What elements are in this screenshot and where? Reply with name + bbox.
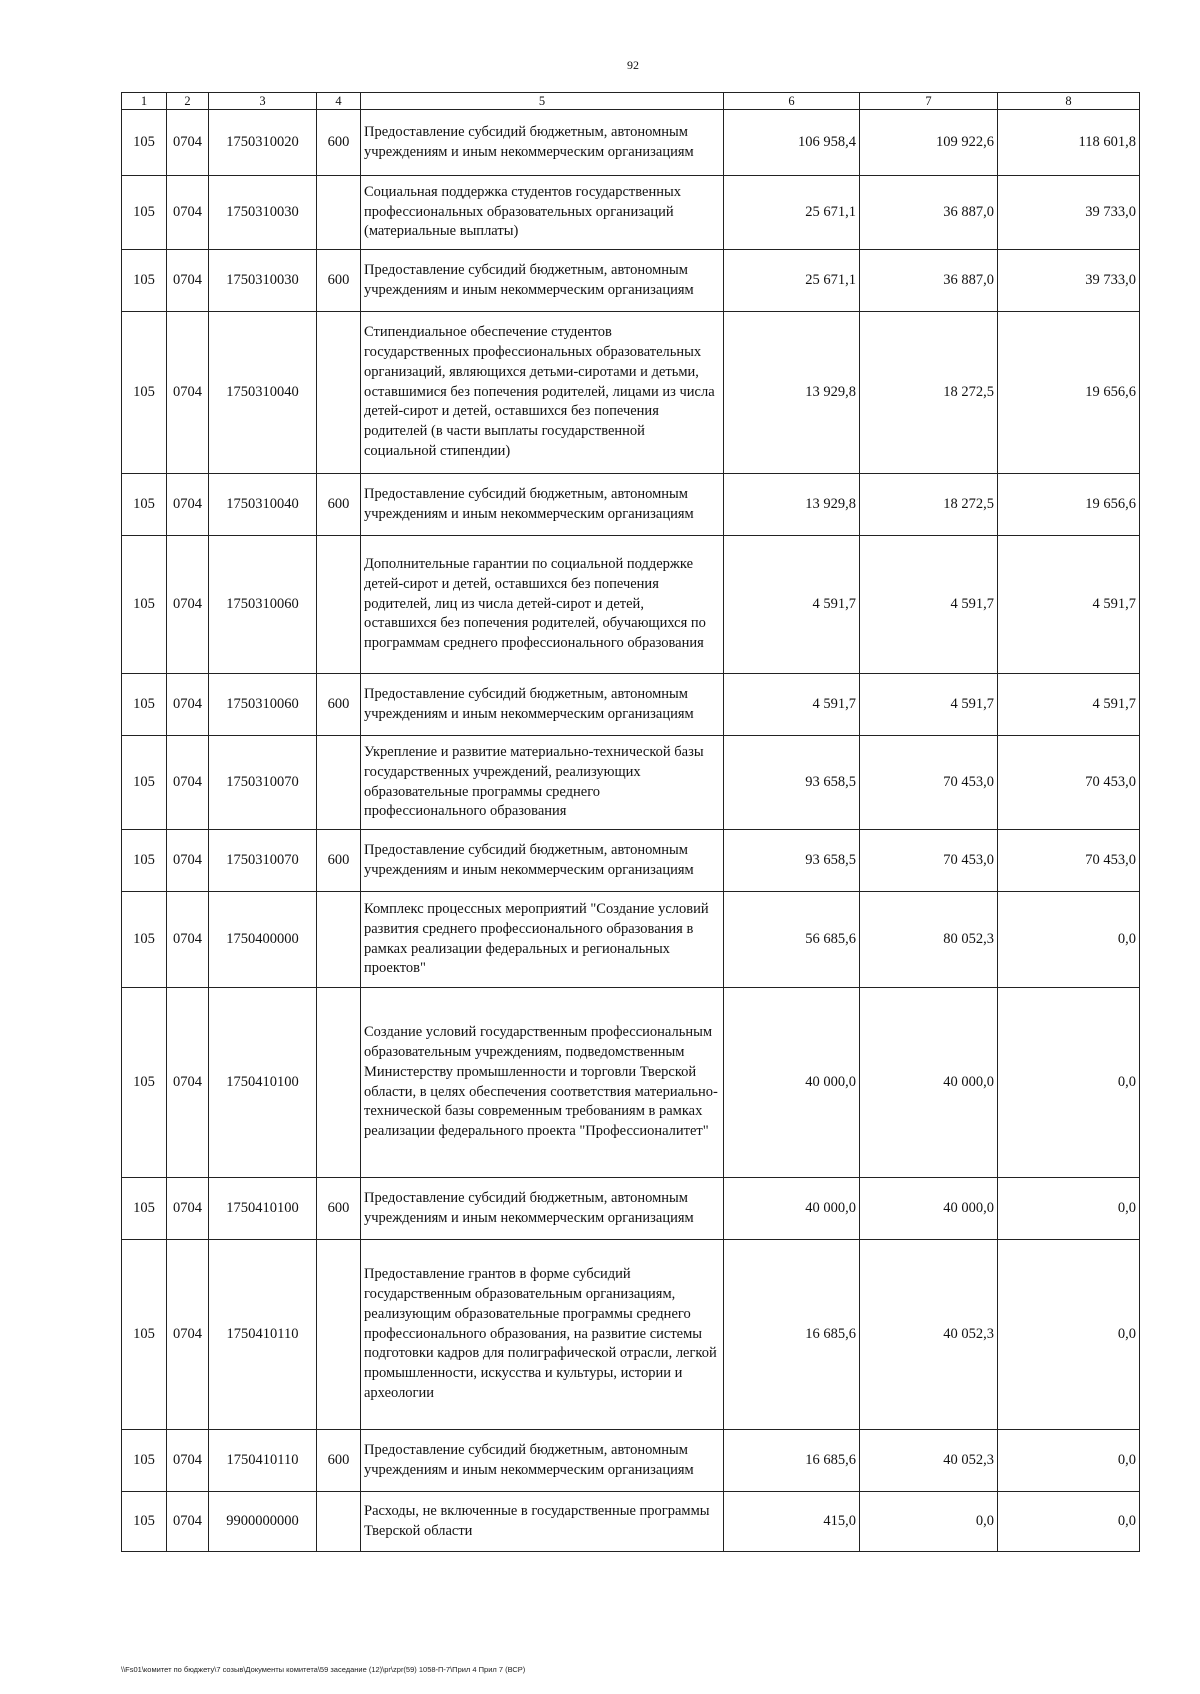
amount-year1-cell: 13 929,8 <box>724 312 860 474</box>
amount-year1-cell: 16 685,6 <box>724 1430 860 1492</box>
table-row <box>122 176 1140 250</box>
expense-type-cell: 600 <box>317 830 361 892</box>
target-article-cell: 9900000000 <box>209 1492 317 1552</box>
table-row <box>122 474 1140 536</box>
section-code-cell: 0704 <box>167 1240 209 1430</box>
column-header: 4 <box>317 93 361 110</box>
column-header: 8 <box>998 93 1140 110</box>
expense-type-cell <box>317 988 361 1178</box>
admin-code-cell: 105 <box>122 1240 167 1430</box>
column-header: 6 <box>724 93 860 110</box>
amount-year1-cell: 25 671,1 <box>724 250 860 312</box>
section-code-cell: 0704 <box>167 830 209 892</box>
amount-year2-cell: 80 052,3 <box>860 892 998 988</box>
description-cell: Предоставление субсидий бюджетным, автономным учреждениям и иным некоммерческим организациям <box>361 110 724 176</box>
amount-year2-cell: 40 000,0 <box>860 1178 998 1240</box>
section-code-cell: 0704 <box>167 474 209 536</box>
column-header: 2 <box>167 93 209 110</box>
expense-type-cell: 600 <box>317 674 361 736</box>
amount-year1-cell: 106 958,4 <box>724 110 860 176</box>
admin-code-cell: 105 <box>122 892 167 988</box>
description-cell: Комплекс процессных мероприятий "Создание условий развития среднего профессионального образования в рамках реализации федеральных и региональных проектов" <box>361 892 724 988</box>
column-header: 5 <box>361 93 724 110</box>
admin-code-cell: 105 <box>122 736 167 830</box>
expense-type-cell: 600 <box>317 1178 361 1240</box>
admin-code-cell: 105 <box>122 988 167 1178</box>
amount-year3-cell: 19 656,6 <box>998 474 1140 536</box>
description-cell: Предоставление субсидий бюджетным, автономным учреждениям и иным некоммерческим организациям <box>361 830 724 892</box>
expense-type-cell <box>317 176 361 250</box>
section-code-cell: 0704 <box>167 250 209 312</box>
table-row <box>122 1240 1140 1430</box>
amount-year3-cell: 19 656,6 <box>998 312 1140 474</box>
target-article-cell: 1750410110 <box>209 1430 317 1492</box>
amount-year1-cell: 415,0 <box>724 1492 860 1552</box>
table-header-row <box>122 93 1140 110</box>
description-cell: Предоставление субсидий бюджетным, автономным учреждениям и иным некоммерческим организациям <box>361 250 724 312</box>
section-code-cell: 0704 <box>167 674 209 736</box>
page-number: 92 <box>627 58 639 72</box>
admin-code-cell: 105 <box>122 312 167 474</box>
section-code-cell: 0704 <box>167 1430 209 1492</box>
target-article-cell: 1750410110 <box>209 1240 317 1430</box>
amount-year3-cell: 0,0 <box>998 1430 1140 1492</box>
table-row <box>122 1492 1140 1552</box>
target-article-cell: 1750310060 <box>209 536 317 674</box>
amount-year3-cell: 118 601,8 <box>998 110 1140 176</box>
section-code-cell: 0704 <box>167 988 209 1178</box>
table-row <box>122 736 1140 830</box>
section-code-cell: 0704 <box>167 312 209 474</box>
table-row <box>122 892 1140 988</box>
amount-year1-cell: 93 658,5 <box>724 830 860 892</box>
amount-year3-cell: 70 453,0 <box>998 736 1140 830</box>
budget-table <box>121 92 1140 1552</box>
amount-year2-cell: 36 887,0 <box>860 250 998 312</box>
table-row <box>122 830 1140 892</box>
amount-year2-cell: 109 922,6 <box>860 110 998 176</box>
description-cell: Социальная поддержка студентов государственных профессиональных образовательных организаций (материальные выплаты) <box>361 176 724 250</box>
section-code-cell: 0704 <box>167 1178 209 1240</box>
amount-year3-cell: 70 453,0 <box>998 830 1140 892</box>
target-article-cell: 1750310030 <box>209 250 317 312</box>
table-row <box>122 988 1140 1178</box>
admin-code-cell: 105 <box>122 830 167 892</box>
amount-year3-cell: 0,0 <box>998 1178 1140 1240</box>
expense-type-cell <box>317 1492 361 1552</box>
amount-year1-cell: 25 671,1 <box>724 176 860 250</box>
description-cell: Расходы, не включенные в государственные программы Тверской области <box>361 1492 724 1552</box>
admin-code-cell: 105 <box>122 1430 167 1492</box>
expense-type-cell <box>317 736 361 830</box>
description-cell: Дополнительные гарантии по социальной поддержке детей-сирот и детей, оставшихся без попечения родителей, лиц из числа детей-сирот и детей, оставшихся без попечения родителей, обучающихся по программам среднего профессионального образования <box>361 536 724 674</box>
table-row <box>122 1430 1140 1492</box>
amount-year3-cell: 0,0 <box>998 988 1140 1178</box>
target-article-cell: 1750310020 <box>209 110 317 176</box>
admin-code-cell: 105 <box>122 176 167 250</box>
section-code-cell: 0704 <box>167 736 209 830</box>
expense-type-cell: 600 <box>317 1430 361 1492</box>
amount-year2-cell: 36 887,0 <box>860 176 998 250</box>
target-article-cell: 1750310030 <box>209 176 317 250</box>
target-article-cell: 1750310070 <box>209 736 317 830</box>
amount-year2-cell: 40 000,0 <box>860 988 998 1178</box>
amount-year1-cell: 16 685,6 <box>724 1240 860 1430</box>
admin-code-cell: 105 <box>122 474 167 536</box>
table-body <box>122 110 1140 1552</box>
admin-code-cell: 105 <box>122 1492 167 1552</box>
description-cell: Предоставление субсидий бюджетным, автономным учреждениям и иным некоммерческим организациям <box>361 674 724 736</box>
amount-year3-cell: 39 733,0 <box>998 250 1140 312</box>
section-code-cell: 0704 <box>167 110 209 176</box>
amount-year2-cell: 4 591,7 <box>860 536 998 674</box>
amount-year1-cell: 4 591,7 <box>724 536 860 674</box>
description-cell: Предоставление субсидий бюджетным, автономным учреждениям и иным некоммерческим организациям <box>361 474 724 536</box>
description-cell: Предоставление субсидий бюджетным, автономным учреждениям и иным некоммерческим организациям <box>361 1178 724 1240</box>
expense-type-cell: 600 <box>317 474 361 536</box>
amount-year1-cell: 4 591,7 <box>724 674 860 736</box>
target-article-cell: 1750310070 <box>209 830 317 892</box>
target-article-cell: 1750310060 <box>209 674 317 736</box>
column-header: 7 <box>860 93 998 110</box>
table-row <box>122 674 1140 736</box>
table-row <box>122 1178 1140 1240</box>
amount-year3-cell: 0,0 <box>998 1492 1140 1552</box>
table-row <box>122 312 1140 474</box>
expense-type-cell <box>317 536 361 674</box>
amount-year3-cell: 39 733,0 <box>998 176 1140 250</box>
amount-year2-cell: 70 453,0 <box>860 830 998 892</box>
target-article-cell: 1750410100 <box>209 1178 317 1240</box>
amount-year1-cell: 93 658,5 <box>724 736 860 830</box>
admin-code-cell: 105 <box>122 536 167 674</box>
column-header: 3 <box>209 93 317 110</box>
amount-year3-cell: 0,0 <box>998 892 1140 988</box>
section-code-cell: 0704 <box>167 892 209 988</box>
target-article-cell: 1750310040 <box>209 474 317 536</box>
amount-year1-cell: 13 929,8 <box>724 474 860 536</box>
section-code-cell: 0704 <box>167 176 209 250</box>
expense-type-cell: 600 <box>317 110 361 176</box>
expense-type-cell: 600 <box>317 250 361 312</box>
amount-year1-cell: 40 000,0 <box>724 988 860 1178</box>
expense-type-cell <box>317 1240 361 1430</box>
description-cell: Предоставление субсидий бюджетным, автономным учреждениям и иным некоммерческим организациям <box>361 1430 724 1492</box>
admin-code-cell: 105 <box>122 674 167 736</box>
amount-year3-cell: 0,0 <box>998 1240 1140 1430</box>
description-cell: Создание условий государственным профессиональным образовательным учреждениям, подведомственным Министерству промышленности и торговли Тверской области, в целях обеспечения соответствия материально-технической базы современным требованиям в рамках реализации федерального проекта "Профессионалитет" <box>361 988 724 1178</box>
description-cell: Укрепление и развитие материально-технической базы государственных учреждений, реализующих образовательные программы среднего профессионального образования <box>361 736 724 830</box>
target-article-cell: 1750410100 <box>209 988 317 1178</box>
admin-code-cell: 105 <box>122 110 167 176</box>
amount-year2-cell: 18 272,5 <box>860 474 998 536</box>
expense-type-cell <box>317 312 361 474</box>
amount-year1-cell: 56 685,6 <box>724 892 860 988</box>
target-article-cell: 1750310040 <box>209 312 317 474</box>
description-cell: Предоставление грантов в форме субсидий государственным образовательным организациям, реализующим образовательные программы среднего профессионального образования, на развитие системы подготовки кадров для полиграфической отрасли, легкой промышленности, искусства и культуры, истории и археологии <box>361 1240 724 1430</box>
amount-year2-cell: 70 453,0 <box>860 736 998 830</box>
table-row <box>122 110 1140 176</box>
expense-type-cell <box>317 892 361 988</box>
amount-year2-cell: 40 052,3 <box>860 1430 998 1492</box>
section-code-cell: 0704 <box>167 536 209 674</box>
admin-code-cell: 105 <box>122 250 167 312</box>
amount-year3-cell: 4 591,7 <box>998 674 1140 736</box>
table-row <box>122 250 1140 312</box>
amount-year2-cell: 0,0 <box>860 1492 998 1552</box>
section-code-cell: 0704 <box>167 1492 209 1552</box>
amount-year2-cell: 4 591,7 <box>860 674 998 736</box>
target-article-cell: 1750400000 <box>209 892 317 988</box>
amount-year2-cell: 18 272,5 <box>860 312 998 474</box>
table-row <box>122 536 1140 674</box>
admin-code-cell: 105 <box>122 1178 167 1240</box>
column-header: 1 <box>122 93 167 110</box>
amount-year1-cell: 40 000,0 <box>724 1178 860 1240</box>
description-cell: Стипендиальное обеспечение студентов государственных профессиональных образовательных организаций, являющихся детьми-сиротами и детьми, оставшимися без попечения родителей, лицами из числа детей-сирот и детей, оставшихся без попечения родителей (в части выплаты государственной социальной стипендии) <box>361 312 724 474</box>
amount-year3-cell: 4 591,7 <box>998 536 1140 674</box>
amount-year2-cell: 40 052,3 <box>860 1240 998 1430</box>
footer-file-path: \\Fs01\комитет по бюджету\7 созыв\Документы комитета\59 заседание (12)\pr\zpr(59) 1058-П-7\Прил 4 Прил 7 (ВСР) <box>121 1665 526 1674</box>
